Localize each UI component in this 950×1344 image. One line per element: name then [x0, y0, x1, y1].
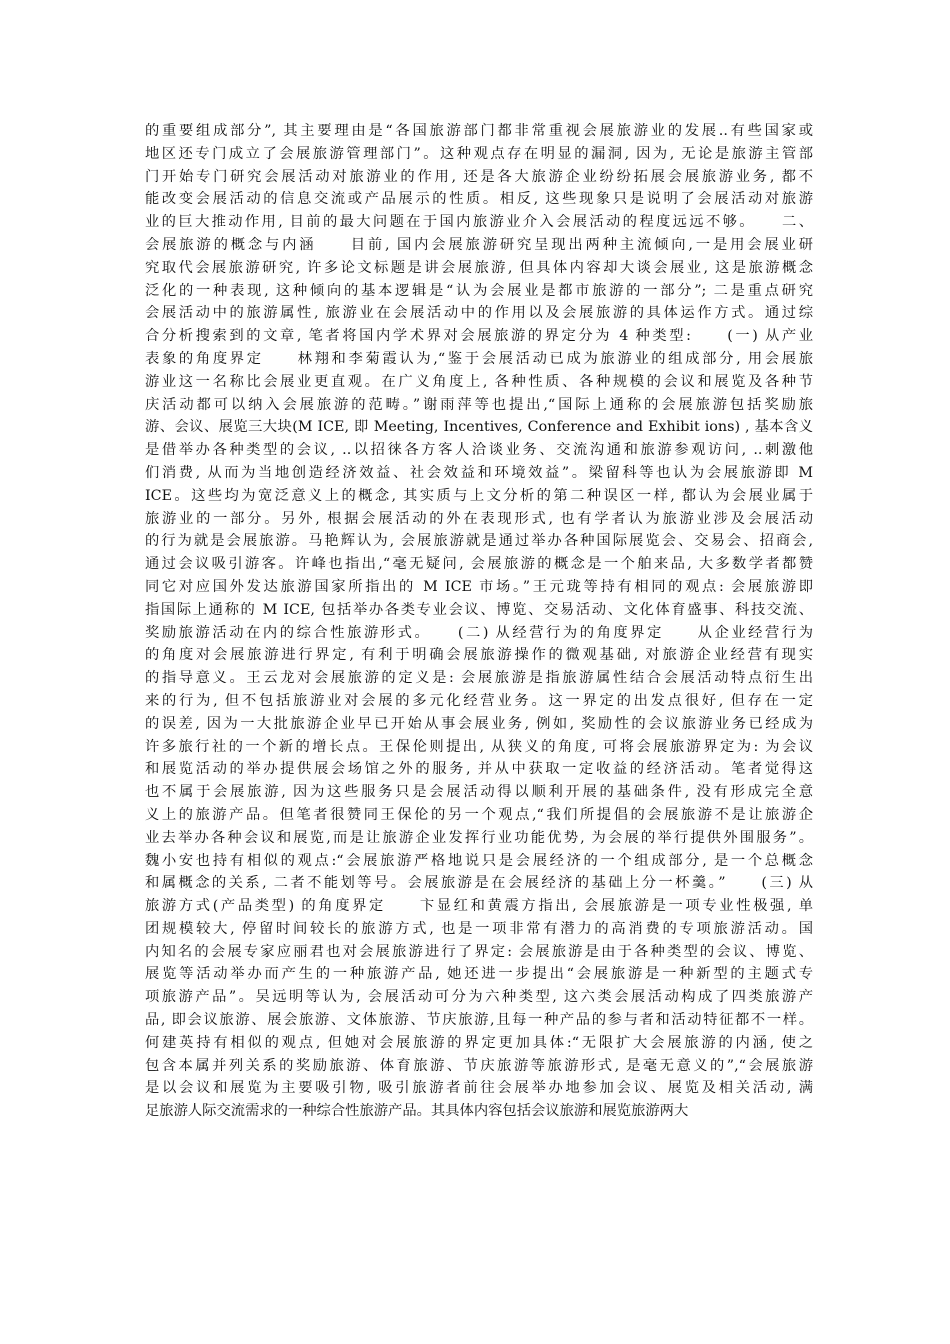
text-line: 何建英持有相似的观点, 但她对会展旅游的界定更加具体:“无限扩大会展旅游的内涵, 使之	[145, 1034, 813, 1051]
text-line: 和展览活动的举办提供展会场馆之外的服务, 并从中获取一定收益的经济活动。笔者觉得这	[145, 761, 813, 778]
text-line: 的重要组成部分”, 其主要理由是“各国旅游部门都非常重视会展旅游业的发展..有些国家或	[145, 123, 813, 139]
text-line: 也不属于会展旅游, 因为这些服务只是会展活动得以顺利开展的基础条件, 没有形成完全意	[145, 784, 813, 801]
text-line: 项旅游产品”。吴远明等认为, 会展活动可分为六种类型, 这六类会展活动构成了四类旅游产	[145, 989, 813, 1006]
text-line: 游业这一名称比会展业更直观。在广义角度上, 各种性质、各种规模的会议和展览及各种节	[145, 373, 813, 390]
text-line: 们消费, 从而为当地创造经济效益、社会效益和环境效益”。梁留科等也认为会展旅游即 M	[145, 464, 813, 481]
text-line: 同它对应国外发达旅游国家所指出的 M ICE 市场。”王元珑等持有相同的观点: 会展旅游即	[145, 578, 813, 595]
text-line: 指国际上通称的 M ICE, 包括举办各类专业会议、博览、交易活动、文化体育盛事、科技交流、	[145, 601, 813, 618]
text-line: ICE。这些均为宽泛意义上的概念, 其实质与上文分析的第二种误区一样, 都认为会展业属于	[145, 487, 813, 504]
text-line: 许多旅行社的一个新的增长点。王保伦则提出, 从狭义的角度, 可将会展旅游界定为: 为会议	[145, 738, 813, 755]
text-line: 地区还专门成立了会展旅游管理部门”。这种观点存在明显的漏洞, 因为, 无论是旅游主管部	[145, 145, 813, 162]
text-line: 内知名的会展专家应丽君也对会展旅游进行了界定: 会展旅游是由于各种类型的会议、博览、	[145, 943, 813, 960]
text-line: 业去举办各种会议和展览,而是让旅游企业发挥行业功能优势, 为会展的举行提供外围服务”。	[145, 829, 813, 846]
text-line: 通过会议吸引游客。许峰也指出,“毫无疑问, 会展旅游的概念是一个舶来品, 大多数学者都赞	[145, 556, 813, 573]
text-line: 会展旅游的概念与内涵 目前, 国内会展旅游研究呈现出两种主流倾向,一是用会展业研	[145, 236, 813, 253]
text-line: 和属概念的关系, 二者不能划等号。会展旅游是在会展经济的基础上分一杯羹。” (三) 从	[145, 875, 813, 892]
text-line: 是以会议和展览为主要吸引物, 吸引旅游者前往会展举办地参加会议、展览及相关活动, 满	[145, 1080, 813, 1097]
text-line: 来的行为, 但不包括旅游业对会展的多元化经营业务。这一界定的出发点很好, 但存在一定	[145, 692, 813, 709]
document-body	[145, 120, 813, 1123]
text-line: 魏小安也持有相似的观点:“会展旅游严格地说只是会展经济的一个组成部分, 是一个总概念	[145, 852, 813, 869]
text-line: 旅游方式(产品类型) 的角度界定 卞显红和黄震方指出, 会展旅游是一项专业性极强, 单	[145, 898, 813, 915]
text-line: 团规模较大, 停留时间较长的旅游方式, 也是一项非常有潜力的高消费的专项旅游活动。国	[145, 920, 813, 937]
text-line: 的指导意义。王云龙对会展旅游的定义是: 会展旅游是指旅游属性结合会展活动特点衍生出	[145, 670, 813, 687]
text-line: 门开始专门研究会展活动对旅游业的作用, 还是各大旅游企业纷纷拓展会展旅游业务, 都不	[145, 168, 813, 185]
text-line: 旅游业的一部分。另外, 根据会展活动的外在表现形式, 也有学者认为旅游业涉及会展活动	[145, 510, 813, 527]
text-line: 展览等活动举办而产生的一种旅游产品, 她还进一步提出“会展旅游是一种新型的主题式专	[145, 966, 813, 983]
text-line: 品, 即会议旅游、展会旅游、文体旅游、节庆旅游,且每一种产品的参与者和活动特征都不一样。	[145, 1012, 813, 1029]
text-line: 能改变会展活动的信息交流或产品展示的性质。相反, 这些现象只是说明了会展活动对旅游	[145, 191, 813, 208]
text-line: 庆活动都可以纳入会展旅游的范畴。”谢雨萍等也提出,“国际上通称的会展旅游包括奖励旅	[145, 396, 813, 413]
text-line: 业的巨大推动作用, 目前的最大问题在于国内旅游业介入会展活动的程度远远不够。 二、	[145, 214, 813, 231]
text-line: 表象的角度界定 林翔和李菊霞认为,“鉴于会展活动已成为旅游业的组成部分, 用会展旅	[145, 350, 813, 367]
text-line: 包含本属并列关系的奖励旅游、体育旅游、节庆旅游等旅游形式, 是毫无意义的”,“会展旅游	[145, 1057, 813, 1074]
text-line: 的误差, 因为一大批旅游企业早已开始从事会展业务, 例如, 奖励性的会议旅游业务已经成为	[145, 715, 813, 732]
text-line: 游、会议、展览三大块(M ICE, 即 Meeting, Incentives, Conference and Exhibit ions) , 基本含义	[145, 419, 813, 436]
text-line: 是借举办各种类型的会议, ..以招徕各方客人洽谈业务、交流沟通和旅游参观访问, ..刺激他	[145, 442, 813, 459]
text-line: 的角度对会展旅游进行界定, 有利于明确会展旅游操作的微观基础, 对旅游企业经营有现实	[145, 647, 813, 664]
text-line: 泛化的一种表现, 这种倾向的基本逻辑是“认为会展业是都市旅游的一部分”; 二是重点研究	[145, 282, 813, 299]
text-line: 奖励旅游活动在内的综合性旅游形式。 (二) 从经营行为的角度界定 从企业经营行为	[145, 624, 813, 641]
text-line: 合分析搜索到的文章, 笔者将国内学术界对会展旅游的界定分为 4 种类型: (一) 从产业	[145, 328, 813, 345]
text-line: 的行为就是会展旅游。马艳辉认为, 会展旅游就是通过举办各种国际展览会、交易会、招商会,	[145, 533, 813, 550]
text-line: 究取代会展旅游研究, 许多论文标题是讲会展旅游, 但具体内容却大谈会展业, 这是旅游概念	[145, 259, 813, 276]
text-line: 义上的旅游产品。但笔者很赞同王保伦的另一个观点,“我们所提倡的会展旅游不是让旅游企	[145, 806, 813, 823]
text-line: 会展活动中的旅游属性, 旅游业在会展活动中的作用以及会展旅游的具体运作方式。通过综	[145, 305, 813, 322]
text-line: 足旅游人际交流需求的一种综合性旅游产品。其具体内容包括会议旅游和展览旅游两大	[145, 1103, 689, 1120]
